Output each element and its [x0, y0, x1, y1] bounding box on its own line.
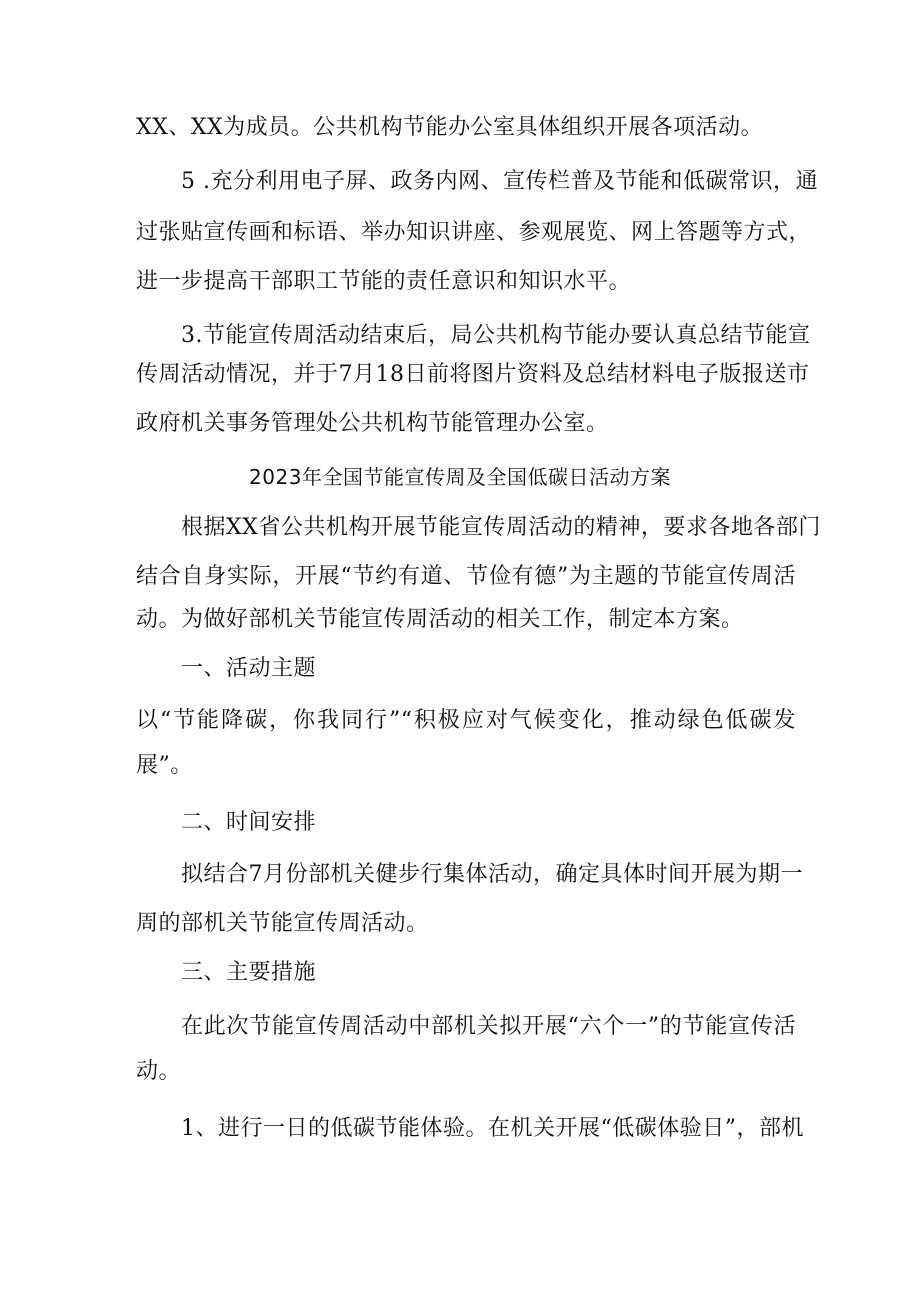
text-line-theme-b: 展”。	[136, 753, 193, 778]
text-line-item5-a: 5 .充分利用电子屏、政务内网、宣传栏普及节能和低碳常识，通	[181, 169, 818, 194]
section-heading-theme: 一、活动主题	[181, 656, 317, 681]
text-line-schedule-a: 拟结合7月份部机关健步行集体活动，确定具体时间开展为期一	[181, 862, 803, 887]
text-line-measures-b: 动。	[136, 1059, 182, 1084]
text-line-item5-c: 进一步提高干部职工节能的责任意识和知识水平。	[136, 269, 632, 294]
text-line-theme-a: 以“节能降碳，你我同行”“积极应对气候变化，推动绿色低碳发	[136, 708, 796, 733]
text-line-item3-a: 3.节能宣传周活动结束后，局公共机构节能办要认真总结节能宣	[181, 323, 811, 348]
text-line-intro-c: 动。为做好部机关节能宣传周活动的相关工作，制定本方案。	[136, 607, 744, 632]
text-line-item5-b: 过张贴宣传画和标语、举办知识讲座、参观展览、网上答题等方式，	[136, 220, 812, 245]
text-line-schedule-b: 周的部机关节能宣传周活动。	[136, 911, 429, 936]
document-title: 2023年全国节能宣传周及全国低碳日活动方案	[249, 465, 671, 489]
section-heading-measures: 三、主要措施	[181, 960, 317, 985]
text-line-members: XX、XX为成员。公共机构节能办公室具体组织开展各项活动。	[136, 115, 764, 140]
text-line-item3-b: 传周活动情况，并于7月18日前将图片资料及总结材料电子版报送市	[136, 362, 810, 387]
section-heading-schedule: 二、时间安排	[181, 810, 317, 835]
text-line-intro-a: 根据XX省公共机构开展节能宣传周活动的精神，要求各地各部门	[181, 515, 821, 540]
text-line-item1: 1、进行一日的低碳节能体验。在机关开展“低碳体验日”，部机	[181, 1116, 804, 1141]
text-line-measures-a: 在此次节能宣传周活动中部机关拟开展“六个一”的节能宣传活	[181, 1014, 796, 1039]
text-line-item3-c: 政府机关事务管理处公共机构节能管理办公室。	[136, 411, 609, 436]
text-line-intro-b: 结合自身实际，开展“节约有道、节俭有德”为主题的节能宣传周活	[136, 564, 796, 589]
